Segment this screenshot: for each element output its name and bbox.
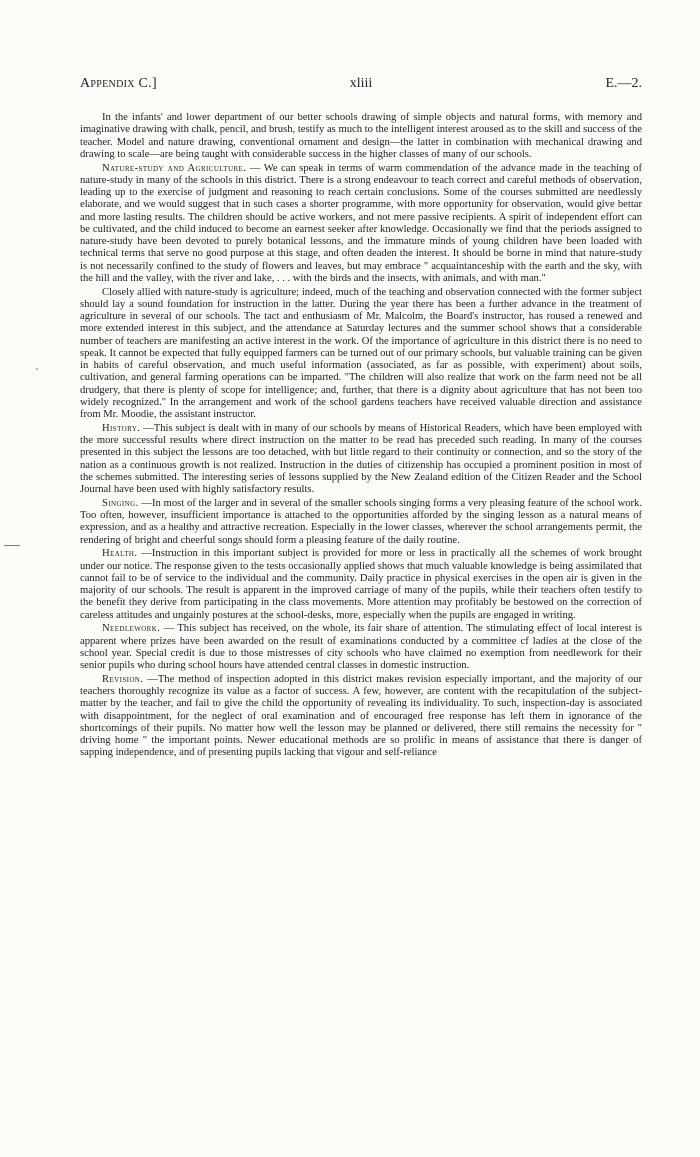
paragraph-text: — We can speak in terms of warm commendation of the advance made in the teaching of nature-study in many of the schools in this district. There is a strong endeavour to teach correct and careful methods of observation, leading up to the exercise of judgment and reasoning to reach certain conclusions. Some of the courses submitted are needlessly elaborate, and we would suggest that in such cases a shorter programme, with more opportunity for observation, would give bettar and more lasting results. The children should be active workers, and not mere passive recipients. A spirit of independent effort can be cultivated, and the child induced to become an earnest seeker after knowledge. Occasionally we find that the periods assigned to nature-study have been devoted to purely botanical lessons, and the immature minds of young children have been loaded with technical terms that serve no good purpose at this stage, and often deaden the interest. It should be borne in mind that nature-study is not necessarily confined to the study of flowers and leaves, but may embrace " acquaintanceship with the earth and the sky, with the hill and the valley, with the river and lake, . . . with the birds and the insects, with animals, and with man." (80, 162, 642, 284)
paragraph-text: —The method of inspection adopted in this district makes revision especially important, and the majority of our teachers thoroughly recognize its value as a factor of success. A few, however, are content with the recapitulation of the subject-matter by the teacher, and fail to give the child the opportunity of revealing its individuality. To such, inspection-day is associated with disappointment, for the neglect of oral examination and of encouraged free response has left them in ignorance of the shortcomings of their pupils. No matter how well the lesson may be planned or delivered, there still remains the necessity for " driving home " the important points. Newer educational methods are so prolific in means of assistance that there is danger of sapping independence, and of presenting pupils lacking that vigour and self-reliance (80, 673, 642, 759)
section-heading: Nature-study and Agriculture. (102, 162, 247, 174)
paragraph-text: —In most of the larger and in several of the smaller schools singing forms a very pleasing feature of the school work. Too often, however, insufficient importance is attached to the opportunities afforded by the singing lesson as a natural means of expression, and as a healthy and attractive recreation. Especially in the lower classes, wherever the school arrangements permit, the rendering of bright and cheerful songs should form a pleasing feature of the daily routine. (80, 497, 642, 546)
section-heading: Revision. (102, 673, 144, 685)
margin-rule (4, 545, 20, 546)
header-appendix-label: Appendix C.] (80, 76, 157, 91)
paragraph-agriculture (80, 287, 642, 422)
section-heading: Singing. (102, 497, 139, 509)
section-heading: Health. (102, 548, 138, 560)
paragraph-text: In the infants' and lower department of our better schools drawing of simple objects and natural forms, with memory and imaginative drawing with chalk, pencil, and brush, testify as much to the intelligent interest aroused as to the skill and success of the teacher. Model and nature drawing, conventional ornament and design—the latter in combination with mechanical drawing and drawing to scale—are being taught with considerable success in the higher classes of many of our schools. (80, 112, 642, 160)
paragraph-text: Closely allied with nature-study is agriculture; indeed, much of the teaching and observation connected with the former subject should lay a sound foundation for instruction in the latter. During the year there has been a further advance in the treatment of agriculture in several of our schools. The tact and enthusiasm of Mr. Malcolm, the Board's instructor, has roused a renewed and more extended interest in this subject, and the attendance at Saturday lectures and the summer school shows that a considerable number of teachers are manifesting an active interest in the work. Of the importance of agriculture in this district there is no need to speak. It cannot be expected that fully equipped farmers can be turned out of our primary schools, but valuable training can be given in habits of careful observation, and much useful information (associated, as far as possible, with experiment) about soils, cultivation, and general farming operations can be imparted. "The children will also realize that work on the farm need not be all drudgery, that there is plenty of scope for intelligence; and, further, that there is a dignity about agriculture that has not been too widely recognized." In the arrangement and work of the school gardens teachers have received valuable direction and assistance from Mr. Moodie, the assistant instructor. (80, 286, 642, 420)
paragraph-revision (80, 674, 642, 760)
paragraph-text: —This subject is dealt with in many of our schools by means of Historical Readers, which have been employed with the more successful results where direct instruction on the matter to be read has preceded such reading. In many of the courses presented in this subject the lessons are too detached, with but little regard to their continuity or connection, and so the story of the nation as a continuous growth is not realized. Instruction in the duties of citizenship has occupied a prominent position in most of the schemes submitted. The interesting series of lessons supplied by the New Zealand edition of the Citizen Reader and the School Journal have been used with highly satisfactory results. (80, 422, 642, 495)
section-heading: Needlework. (102, 623, 161, 635)
paragraph-health (80, 548, 642, 622)
paragraph-drawing (80, 112, 642, 161)
paragraph-singing (80, 498, 642, 547)
paragraph-history (80, 423, 642, 497)
header-document-code: E.—2. (605, 76, 642, 91)
paragraph-needlework (80, 623, 642, 672)
margin-mark: ' (36, 366, 38, 378)
page-header (80, 76, 642, 96)
body-text (80, 112, 642, 761)
section-heading: History. (102, 422, 141, 434)
header-page-number: xliii (349, 76, 373, 91)
paragraph-text: — This subject has received, on the whole, its fair share of attention. The stimulating effect of local interest is apparent where prizes have been awarded on the result of examinations conducted by a committee cf ladies at the close of the school year. Special credit is due to those mistresses of city schools who have claimed no exemption from needlework for their senior pupils who during school hours have attended central classes in domestic instruction. (80, 623, 643, 671)
paragraph-nature-study (80, 163, 642, 286)
paragraph-text: —Instruction in this important subject is provided for more or less in practically all the schemes of work brought under our notice. The response given to the tests occasionally applied shows that much valuable knowledge is being assimilated that cannot fail to be of service to the individual and the community. Daily practice in physical exercises in the open air is given in the majority of our schools. The result is apparent in the improved carriage of many of the pupils, while their teachers often testify to the benefit they derive from participating in the class movements. More attention may profitably be bestowed on the correction of careless attitudes and ungainly postures at the school-desks, more, especially when the pupils are engaged in writing. (80, 548, 642, 621)
